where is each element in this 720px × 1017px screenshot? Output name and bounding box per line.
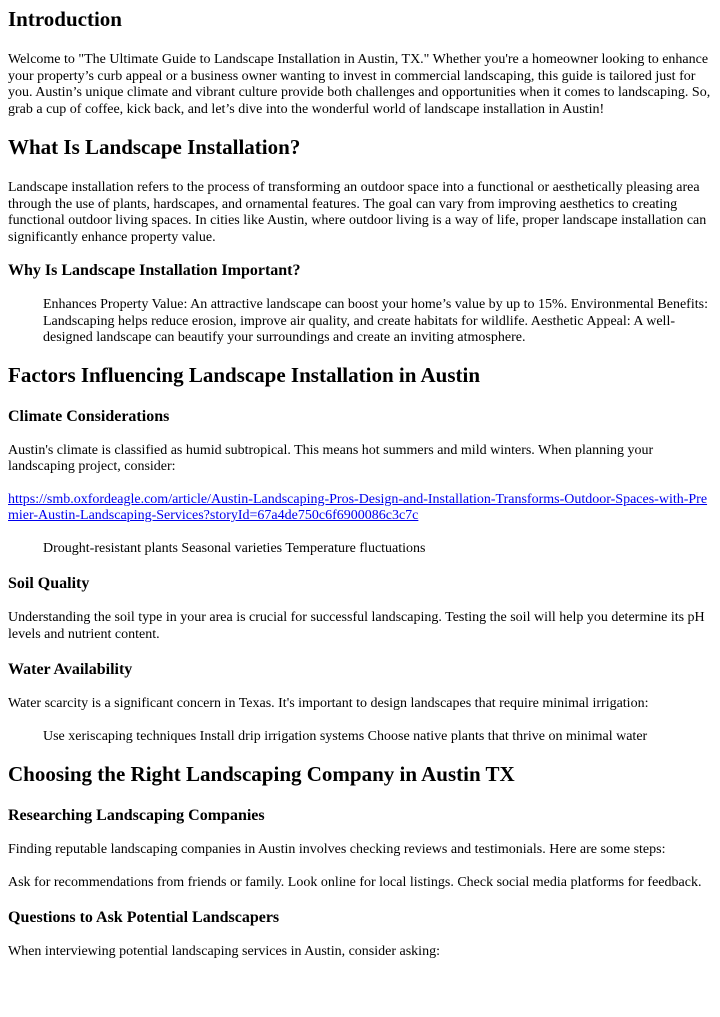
- soil-heading: Soil Quality: [8, 575, 90, 592]
- water-heading: Water Availability: [8, 661, 133, 678]
- intro-heading: Introduction: [8, 7, 122, 31]
- article-link[interactable]: https://smb.oxfordeagle.com/article/Austin-Landscaping-Pros-Design-and-Installation-Transforms-Outdoor-Spaces-with-Premier-Austin-Landscaping-Services?storyId=67a4de750c6f6900086c3c7c: [8, 491, 708, 523]
- what-is-heading: What Is Landscape Installation?: [8, 135, 301, 159]
- questions-paragraph: When interviewing potential landscaping services in Austin, consider asking:: [8, 944, 440, 959]
- why-important-quote: Enhances Property Value: An attractive landscape can boost your home’s value by up to 15%. Environmental Benefits: Landscaping helps reduce erosion, improve air quality, and create habitats for wildlife. Aesthetic Appeal: A well-designed landscape can beautify your surroundings and create an inviting atmosphere.: [43, 297, 708, 345]
- climate-quote: Drought-resistant plants Seasonal varieties Temperature fluctuations: [43, 540, 426, 556]
- choosing-heading: Choosing the Right Landscaping Company in Austin TX: [8, 762, 515, 786]
- climate-paragraph: Austin's climate is classified as humid subtropical. This means hot summers and mild winters. When planning your landscaping project, consider:: [8, 442, 654, 474]
- water-paragraph: Water scarcity is a significant concern in Texas. It's important to design landscapes that require minimal irrigation:: [8, 696, 649, 711]
- research-paragraph-1: Finding reputable landscaping companies in Austin involves checking reviews and testimonials. Here are some steps:: [8, 842, 666, 857]
- research-heading: Researching Landscaping Companies: [8, 807, 265, 824]
- why-important-heading: Why Is Landscape Installation Important?: [8, 262, 301, 279]
- water-quote: Use xeriscaping techniques Install drip irrigation systems Choose native plants that thrive on minimal water: [43, 728, 648, 744]
- climate-heading: Climate Considerations: [8, 407, 170, 425]
- intro-paragraph: Welcome to "The Ultimate Guide to Landscape Installation in Austin, TX." Whether you're a homeowner looking to enhance your property’s curb appeal or a business owner wanting to invest in commercial landscaping, this guide is tailored just for you. Austin’s unique climate and vibrant culture provide both challenges and opportunities when it comes to landscaping. So, grab a cup of coffee, kick back, and let’s dive into the wonderful world of landscape installation in Austin!: [8, 52, 711, 117]
- what-is-paragraph: Landscape installation refers to the process of transforming an outdoor space into a functional or aesthetically pleasing area through the use of plants, hardscapes, and ornamental features. The goal can vary from improving aesthetics to creating functional outdoor living spaces. In cities like Austin, where outdoor living is a way of life, proper landscape installation can significantly enhance property value.: [8, 180, 707, 245]
- research-paragraph-2: Ask for recommendations from friends or family. Look online for local listings. Check social media platforms for feedback.: [8, 874, 702, 890]
- questions-heading: Questions to Ask Potential Landscapers: [8, 909, 280, 926]
- factors-heading: Factors Influencing Landscape Installation in Austin: [8, 362, 481, 387]
- soil-paragraph: Understanding the soil type in your area is crucial for successful landscaping. Testing the soil will help you determine its pH levels and nutrient content.: [8, 610, 705, 642]
